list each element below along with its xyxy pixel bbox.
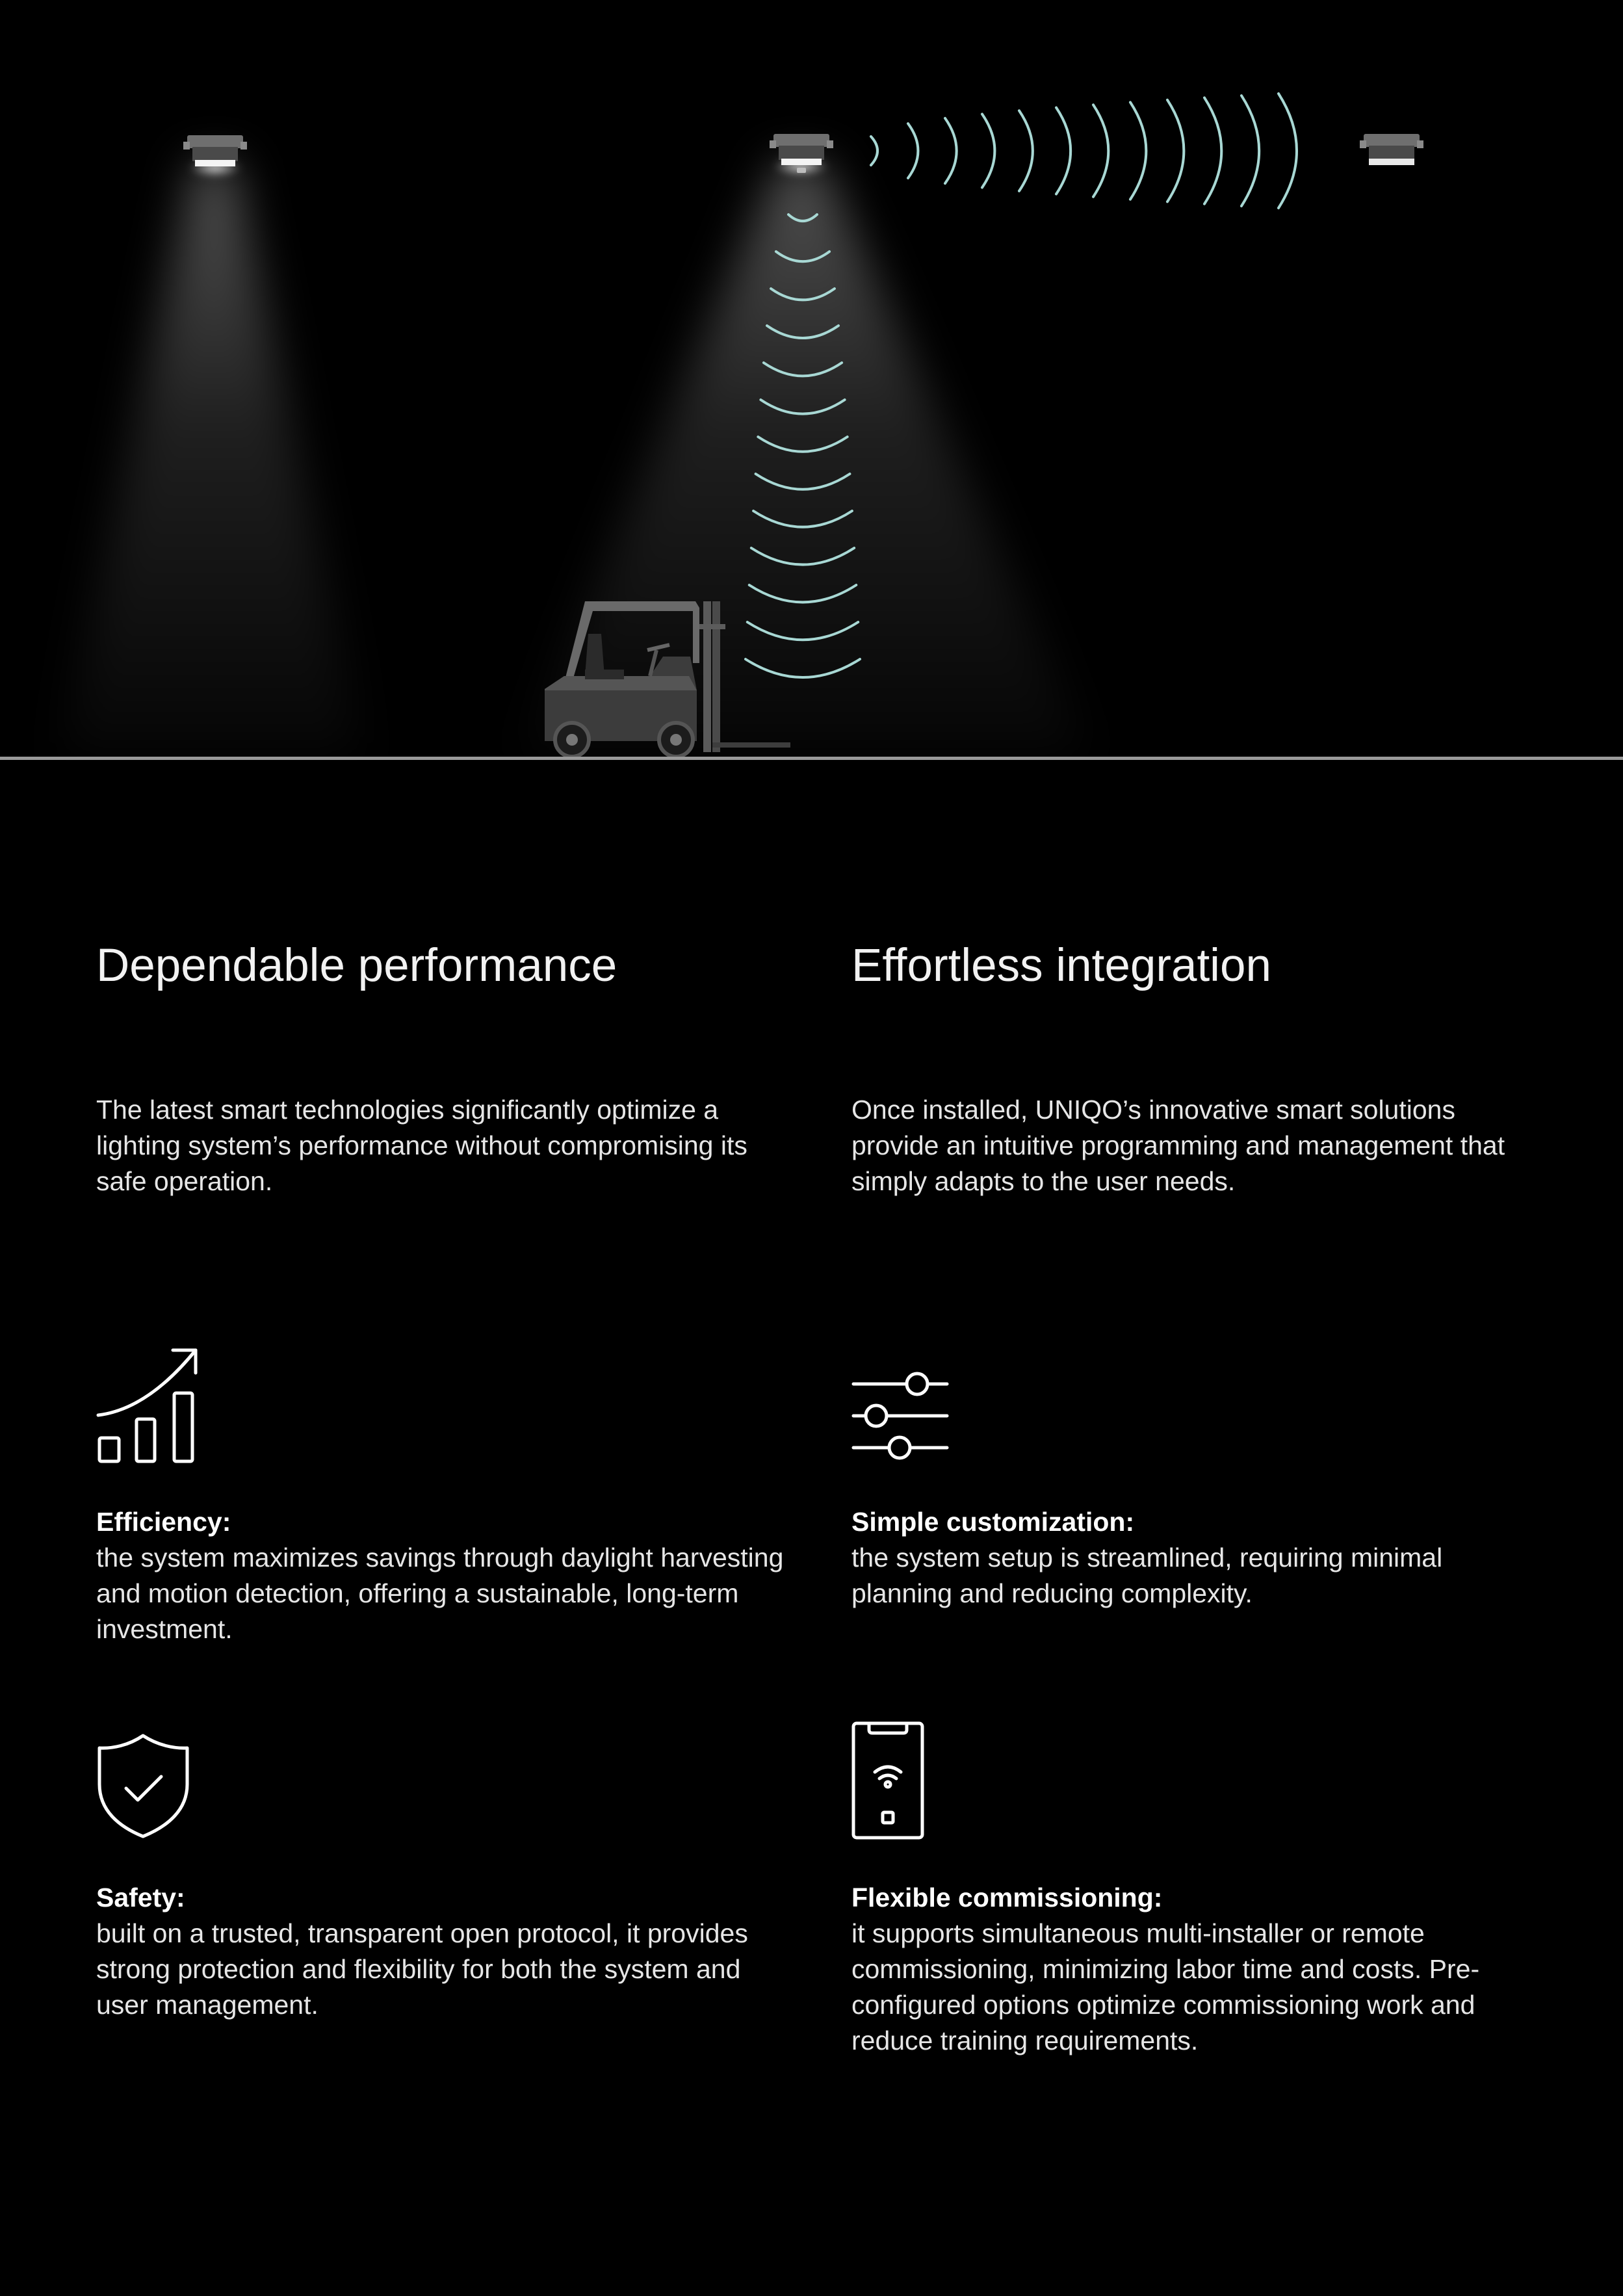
feature-title: Efficiency: [96, 1507, 231, 1537]
growth-chart-icon [96, 1346, 200, 1466]
light-fixture-right-icon [1360, 134, 1423, 165]
shield-check-icon [96, 1732, 190, 1840]
feature-title: Safety: [96, 1883, 185, 1912]
intro-effortless-integration: Once installed, UNIQO’s innovative smart solutions provide an intuitive programming and management that simply adapts to the user needs. [851, 1095, 1505, 1196]
hero-illustration [0, 0, 1623, 761]
light-fixture-center-icon [770, 134, 833, 176]
feature-body: the system maximizes savings through daylight harvesting and motion detection, offering a sustainable, long-term investment. [96, 1543, 784, 1644]
feature-efficiency [96, 1504, 792, 1647]
feature-body: built on a trusted, transparent open protocol, it provides strong protection and flexibility for both the system and user management. [96, 1918, 748, 2020]
feature-safety [96, 1880, 792, 2023]
feature-flexible-commissioning [851, 1880, 1547, 2059]
feature-body: the system setup is streamlined, requiring minimal planning and reducing complexity. [851, 1543, 1443, 1608]
light-fixture-left-icon [183, 135, 247, 177]
feature-simple-customization [851, 1504, 1547, 1611]
phone-wireless-icon [851, 1721, 924, 1840]
heading-dependable-performance: Dependable performance [96, 940, 617, 991]
intro-dependable-performance: The latest smart technologies significantly optimize a lighting system’s performance without compromising its safe operation. [96, 1095, 747, 1196]
floor-line [0, 757, 1623, 760]
sliders-icon [851, 1368, 949, 1463]
heading-effortless-integration: Effortless integration [851, 940, 1271, 991]
feature-title: Simple customization: [851, 1507, 1135, 1537]
feature-body: it supports simultaneous multi-installer or remote commissioning, minimizing labor time and costs. Pre-configured options optimize commissioning work and reduce training requirements. [851, 1918, 1480, 2055]
feature-title: Flexible commissioning: [851, 1883, 1163, 1912]
